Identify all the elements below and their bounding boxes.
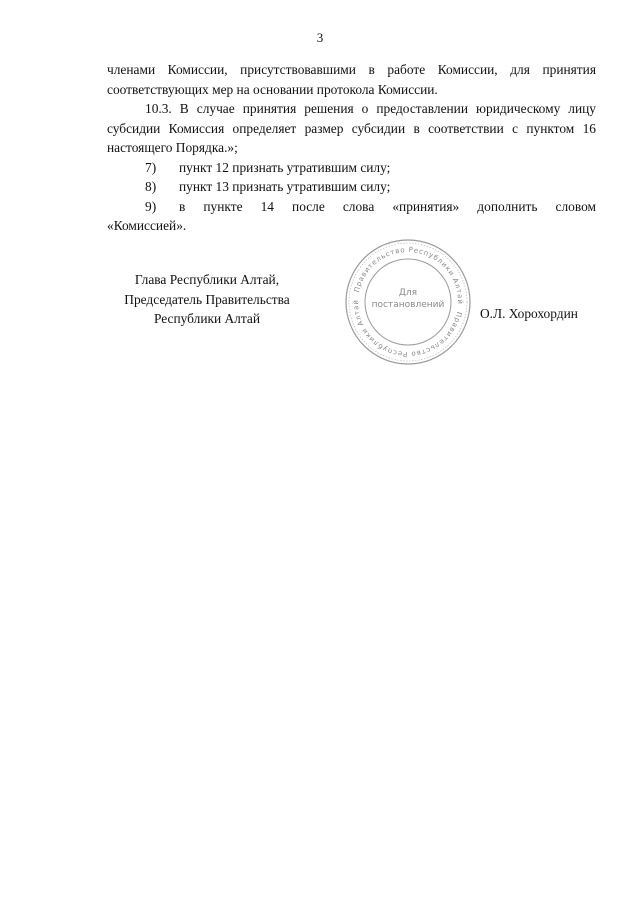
signatory-title-line: Глава Республики Алтай, [134, 272, 280, 287]
list-item-number: 9) [145, 198, 157, 214]
seal-ring-text: Правительство Республики Алтай [352, 245, 465, 305]
list-item-text: в пункте 14 после слова «принятия» дополнить словом [179, 198, 596, 214]
paragraph-10-3: 10.3. В случае принятия решения о предоставлении юридическому лицу субсидии Комиссия определяет размер субсидии в соответствии с пунктом 16 настоящего Порядка.»; [107, 101, 596, 155]
signatory-title [104, 270, 310, 329]
list-item-text: пункт 13 признать утратившим силу; [179, 179, 391, 194]
signatory-title-line: Председатель Правительства [124, 291, 290, 307]
list-item-8 [107, 177, 596, 197]
seal-center-text [344, 287, 472, 311]
list-item-continuation: «Комиссией». [107, 218, 187, 233]
document-body [107, 60, 596, 236]
signatory-name: О.Л. Хорохордин [480, 306, 578, 321]
list-item-number: 7) [145, 159, 157, 175]
list-item-text: пункт 12 признать утратившим силу; [179, 159, 391, 175]
list-item-9 [107, 197, 596, 217]
list-item-number: 8) [145, 179, 157, 194]
page-number: 3 [316, 30, 324, 45]
seal-center-line: постановлений [371, 300, 445, 310]
seal-center-line: Для [398, 288, 418, 298]
paragraph-continuation: членами Комиссии, присутствовавшими в работе Комиссии, для принятия соответствующих мер на основании протокола Комиссии. [107, 62, 596, 97]
list-item-7 [107, 158, 596, 178]
signatory-title-line: Республики Алтай [153, 311, 260, 326]
seal-ring-text-repeat: Правительство Республики Алтай [351, 299, 464, 359]
